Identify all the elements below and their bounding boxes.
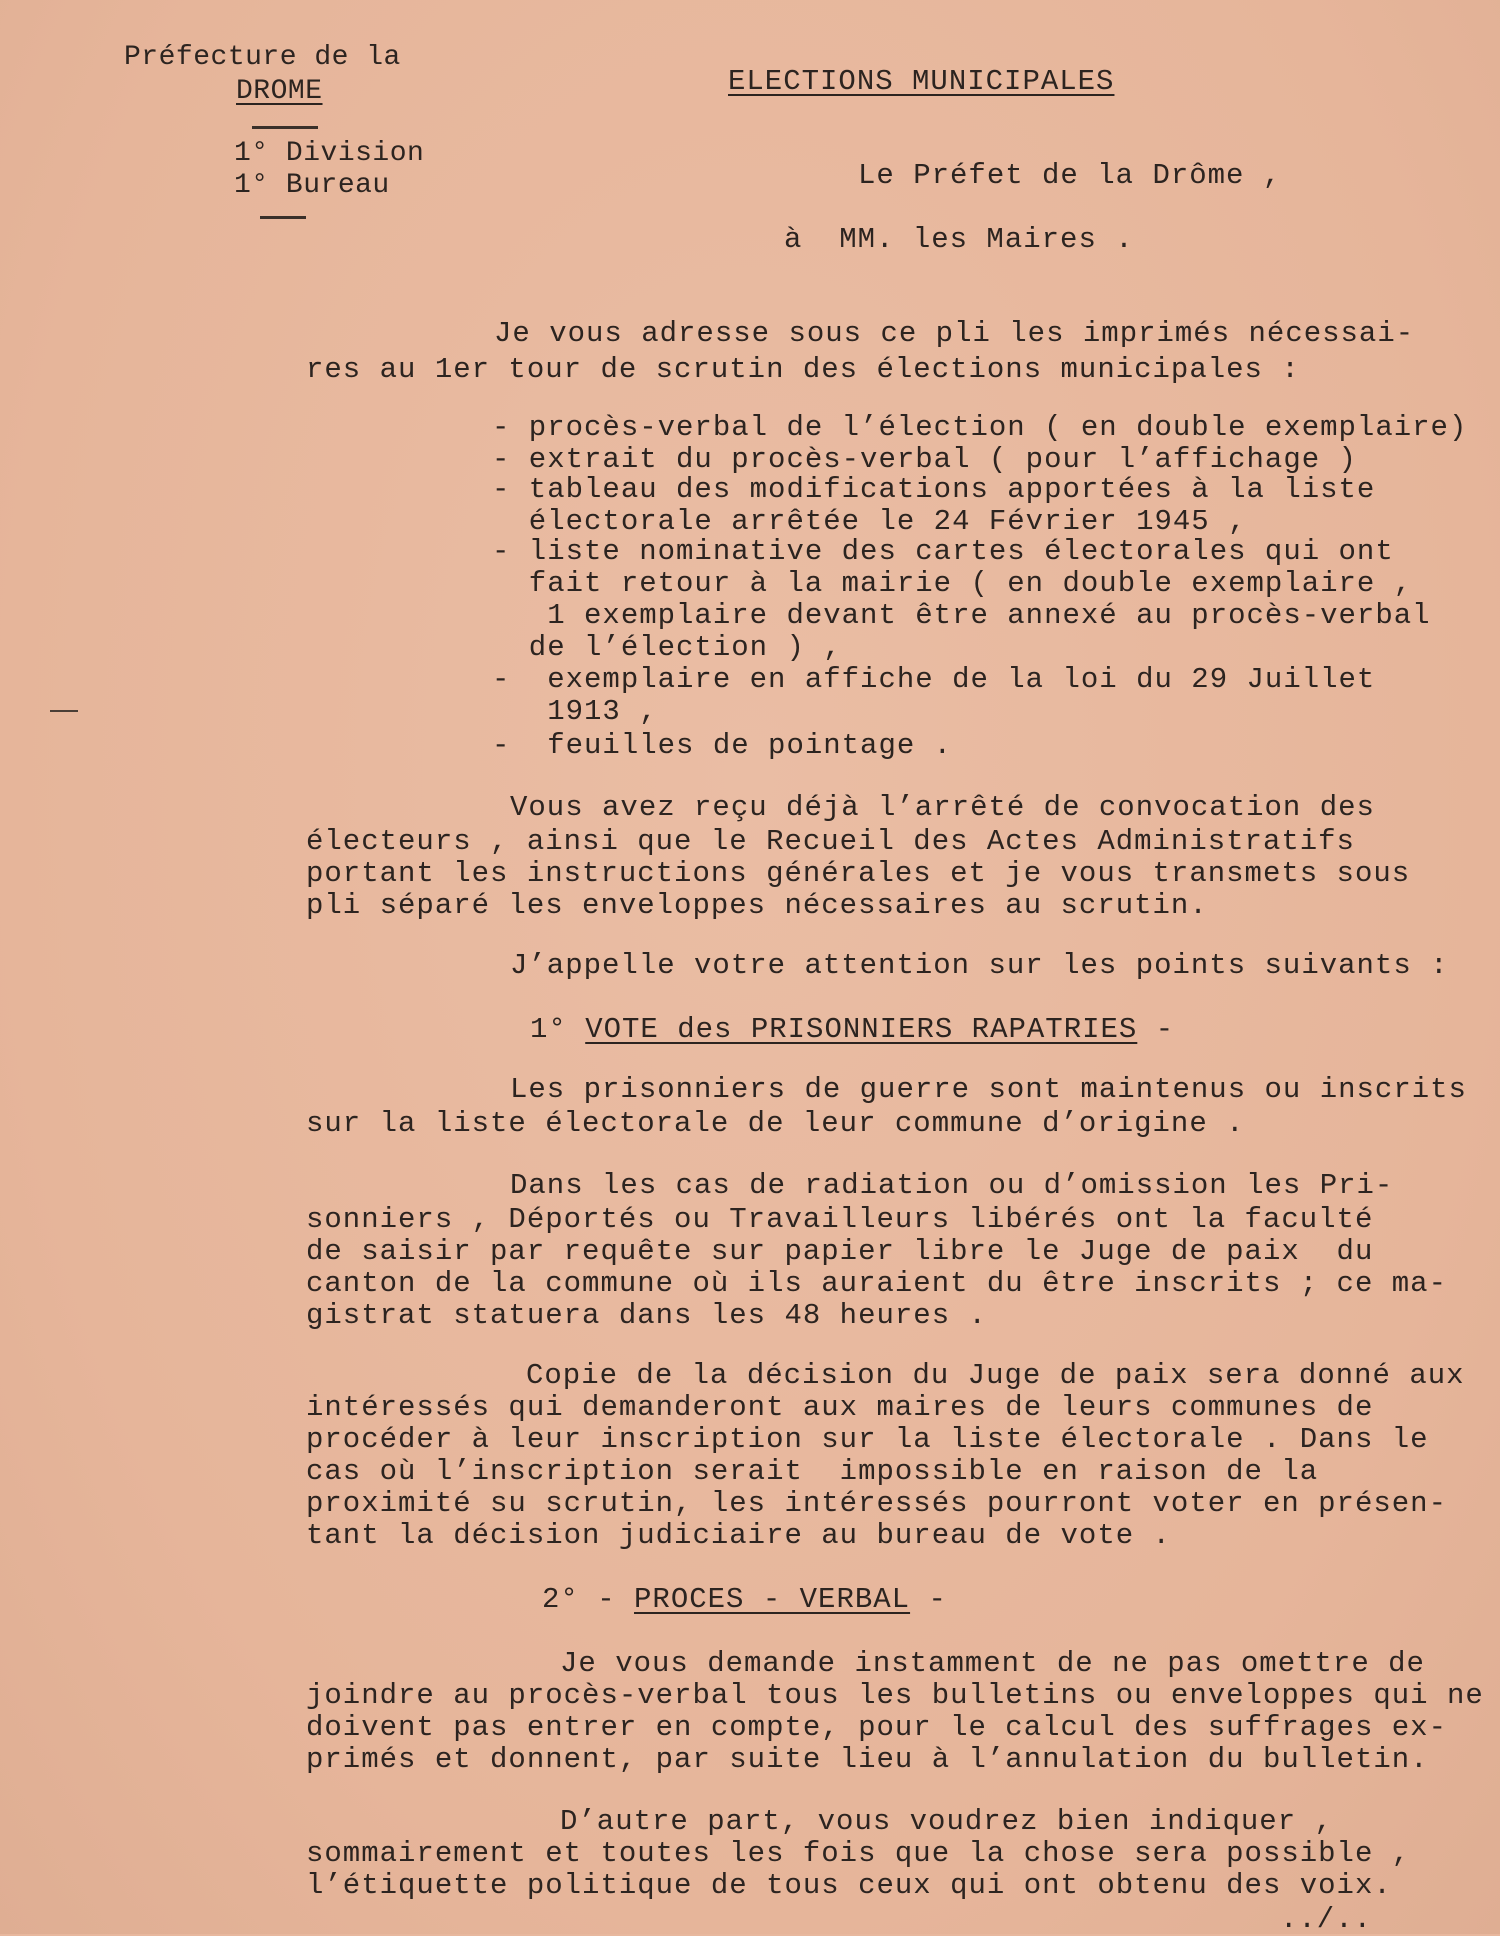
section-2-number: 2° - [542, 1583, 635, 1616]
paragraph-line: J’appelle votre attention sur les points suivants : [510, 949, 1449, 982]
paragraph-line: Copie de la décision du Juge de paix sera donné aux [526, 1359, 1465, 1392]
enclosure-item: - exemplaire en affiche de la loi du 29 Juillet [492, 663, 1376, 696]
bureau-label: 1° Bureau [234, 170, 390, 201]
paragraph-line: sonniers , Déportés ou Travailleurs libérés ont la faculté [306, 1203, 1374, 1236]
enclosure-item: fait retour à la mairie ( en double exemplaire , [492, 567, 1413, 600]
enclosure-item: 1 exemplaire devant être annexé au procès-verbal [492, 599, 1431, 632]
paragraph-line: tant la décision judiciaire au bureau de vote . [306, 1519, 1171, 1552]
section-2-heading [542, 1584, 947, 1616]
continuation-mark: ../.. [1280, 1903, 1373, 1936]
section-1-number: 1° [530, 1013, 567, 1046]
enclosure-item: de l’élection ) , [492, 631, 842, 664]
header-divider [252, 126, 318, 129]
section-1-heading [530, 1014, 1174, 1046]
paragraph-line: doivent pas entrer en compte, pour le calcul des suffrages ex- [306, 1711, 1447, 1744]
paragraph-line: intéressés qui demanderont aux maires de leurs communes de [306, 1391, 1374, 1424]
prefecture-line-2: DROME [236, 76, 323, 107]
paragraph-line: Vous avez reçu déjà l’arrêté de convocation des [510, 791, 1375, 824]
paragraph-line: cas où l’inscription serait impossible en raison de la [306, 1455, 1319, 1488]
header-divider-2 [260, 216, 306, 219]
sender-line: Le Préfet de la Drôme , [858, 159, 1282, 192]
paragraph-line: Dans les cas de radiation ou d’omission les Pri- [510, 1169, 1394, 1202]
paragraph-line: l’étiquette politique de tous ceux qui ont obtenu des voix. [306, 1869, 1392, 1902]
enclosure-item: - feuilles de pointage . [492, 729, 953, 762]
section-1-dash: - [1137, 1013, 1175, 1046]
enclosure-item: électorale arrêtée le 24 Février 1945 , [492, 505, 1247, 538]
paragraph-line: procéder à leur inscription sur la liste électorale . Dans le [306, 1423, 1429, 1456]
section-1-title: VOTE des PRISONNIERS RAPATRIES [585, 1013, 1138, 1046]
enclosure-item: - liste nominative des cartes électorales qui ont [492, 535, 1394, 568]
division-label: 1° Division [234, 138, 425, 169]
paragraph-line: Je vous demande instamment de ne pas omettre de [560, 1647, 1425, 1680]
paragraph-line: proximité su scrutin, les intéressés pourront voter en présen- [306, 1487, 1447, 1520]
enclosure-item: - extrait du procès-verbal ( pour l’affichage ) [492, 443, 1357, 476]
prefecture-line-1: Préfecture de la [124, 42, 401, 73]
paragraph-line: primés et donnent, par suite lieu à l’annulation du bulletin. [306, 1743, 1429, 1776]
paragraph-line: gistrat statuera dans les 48 heures . [306, 1299, 987, 1332]
recipient-line: à MM. les Maires . [784, 223, 1134, 256]
paragraph-line: Les prisonniers de guerre sont maintenus ou inscrits [510, 1073, 1467, 1106]
paragraph-line: sur la liste électorale de leur commune d’origine . [306, 1107, 1245, 1140]
intro-line: Je vous adresse sous ce pli les imprimés nécessai- [494, 317, 1415, 350]
paragraph-line: joindre au procès-verbal tous les bulletins ou enveloppes qui ne [306, 1679, 1484, 1712]
document-title: ELECTIONS MUNICIPALES [728, 65, 1115, 98]
paragraph-line: canton de la commune où ils auraient du être inscrits ; ce ma- [306, 1267, 1447, 1300]
enclosure-item: 1913 , [492, 695, 658, 728]
margin-mark [50, 710, 78, 712]
enclosure-item: - tableau des modifications apportées à la liste [492, 473, 1376, 506]
paragraph-line: D’autre part, vous voudrez bien indiquer , [560, 1805, 1333, 1838]
enclosure-item: - procès-verbal de l’élection ( en double exemplaire) [492, 411, 1468, 444]
paragraph-line: électeurs , ainsi que le Recueil des Actes Administratifs [306, 825, 1355, 858]
paragraph-line: pli séparé les enveloppes nécessaires au scrutin. [306, 889, 1208, 922]
paragraph-line: portant les instructions générales et je vous transmets sous [306, 857, 1411, 890]
section-2-dash: - [910, 1583, 947, 1616]
section-2-title: PROCES - VERBAL [634, 1583, 911, 1616]
intro-line: res au 1er tour de scrutin des élections municipales : [306, 353, 1300, 386]
paragraph-line: sommairement et toutes les fois que la chose sera possible , [306, 1837, 1411, 1870]
paragraph-line: de saisir par requête sur papier libre le Juge de paix du [306, 1235, 1374, 1268]
